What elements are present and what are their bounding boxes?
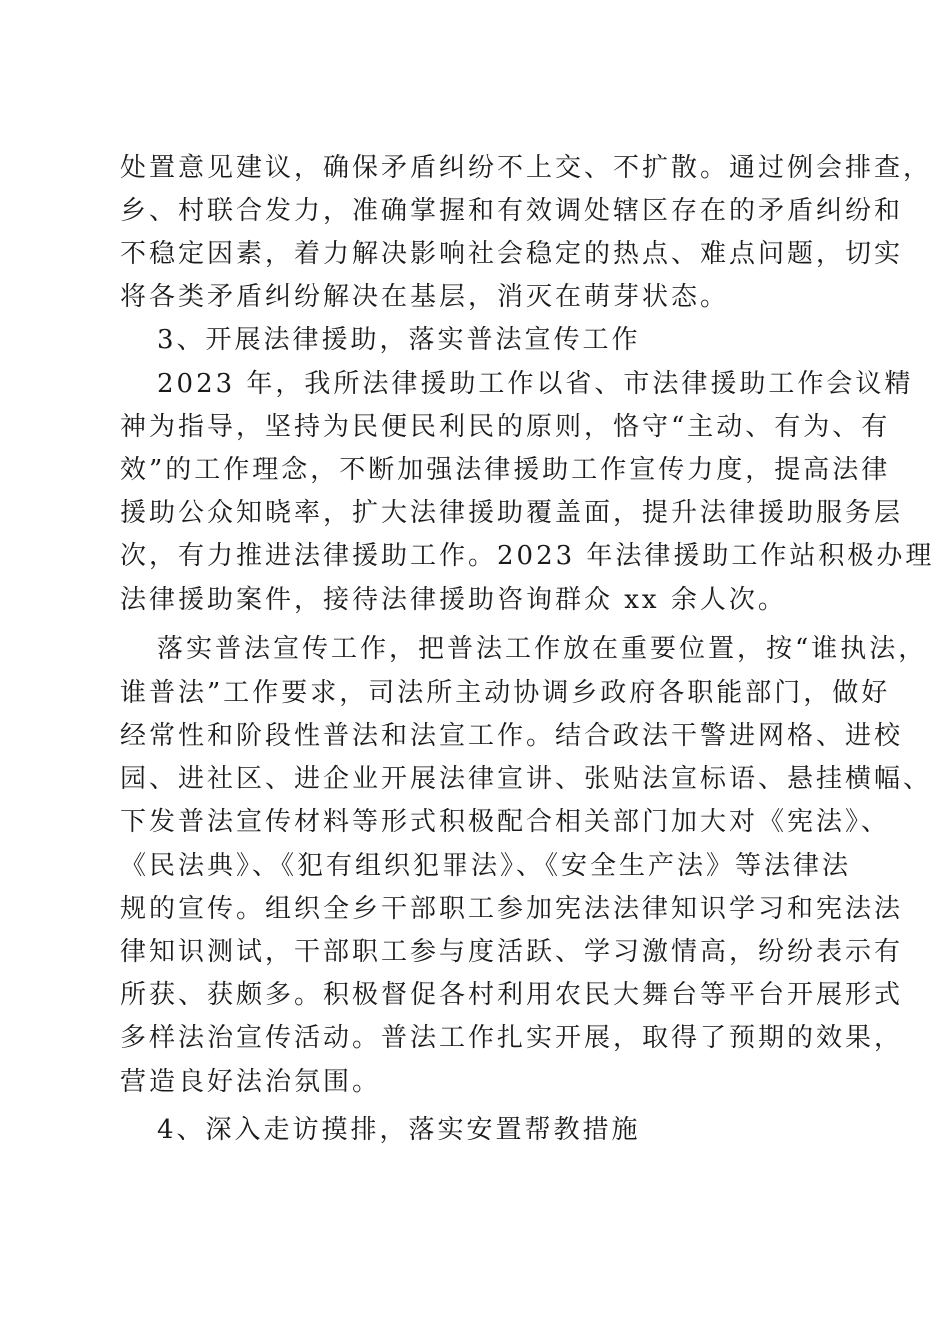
paragraph-line: 法律援助案件，接待法律援助咨询群众 xx 余人次。 <box>120 585 787 615</box>
paragraph-line: 将各类矛盾纠纷解决在基层，消灭在萌芽状态。 <box>120 282 730 312</box>
paragraph-line: 不稳定因素，着力解决影响社会稳定的热点、难点问题，切实 <box>120 239 904 269</box>
paragraph-line: 2023 年，我所法律援助工作以省、市法律援助工作会议精 <box>157 369 914 399</box>
paragraph-line: 处置意见建议，确保矛盾纠纷不上交、不扩散。通过例会排查， <box>120 153 933 183</box>
paragraph-line: 乡、村联合发力，准确掌握和有效调处辖区存在的矛盾纠纷和 <box>120 196 904 226</box>
paragraph-line: 落实普法宣传工作，把普法工作放在重要位置，按“谁执法， <box>157 634 928 664</box>
paragraph-line: 谁普法”工作要求，司法所主动协调乡政府各职能部门，做好 <box>120 678 891 708</box>
paragraph-line: 营造良好法治氛围。 <box>120 1067 382 1097</box>
paragraph-line: 规的宣传。组织全乡干部职工参加宪法法律知识学习和宪法法 <box>120 894 904 924</box>
section-heading-4: 4、深入走访摸排，落实安置帮教措施 <box>157 1115 641 1145</box>
paragraph-line: 援助公众知晓率，扩大法律援助覆盖面，提升法律援助服务层 <box>120 498 904 528</box>
paragraph-line: 多样法治宣传活动。普法工作扎实开展，取得了预期的效果， <box>120 1023 904 1053</box>
section-heading-3: 3、开展法律援助，落实普法宣传工作 <box>157 325 641 355</box>
paragraph-line: 《民法典》、《犯有组织犯罪法》、《安全生产法》等法律法 <box>120 851 852 881</box>
paragraph-line: 所获、获颇多。积极督促各村利用农民大舞台等平台开展形式 <box>120 980 904 1010</box>
paragraph-line: 神为指导，坚持为民便民利民的原则，恪守“主动、有为、有 <box>120 412 891 442</box>
paragraph-line: 园、进社区、进企业开展法律宣讲、张贴法宣标语、悬挂横幅、 <box>120 764 933 794</box>
paragraph-line: 律知识测试，干部职工参与度活跃、学习激情高，纷纷表示有 <box>120 937 904 967</box>
paragraph-line: 效”的工作理念，不断加强法律援助工作宣传力度，提高法律 <box>120 455 891 485</box>
paragraph-line: 次，有力推进法律援助工作。2023 年法律援助工作站积极办理 <box>120 541 935 571</box>
paragraph-line: 下发普法宣传材料等形式积极配合相关部门加大对《宪法》、 <box>120 807 891 837</box>
paragraph-line: 经常性和阶段性普法和法宣工作。结合政法干警进网格、进校 <box>120 721 904 751</box>
